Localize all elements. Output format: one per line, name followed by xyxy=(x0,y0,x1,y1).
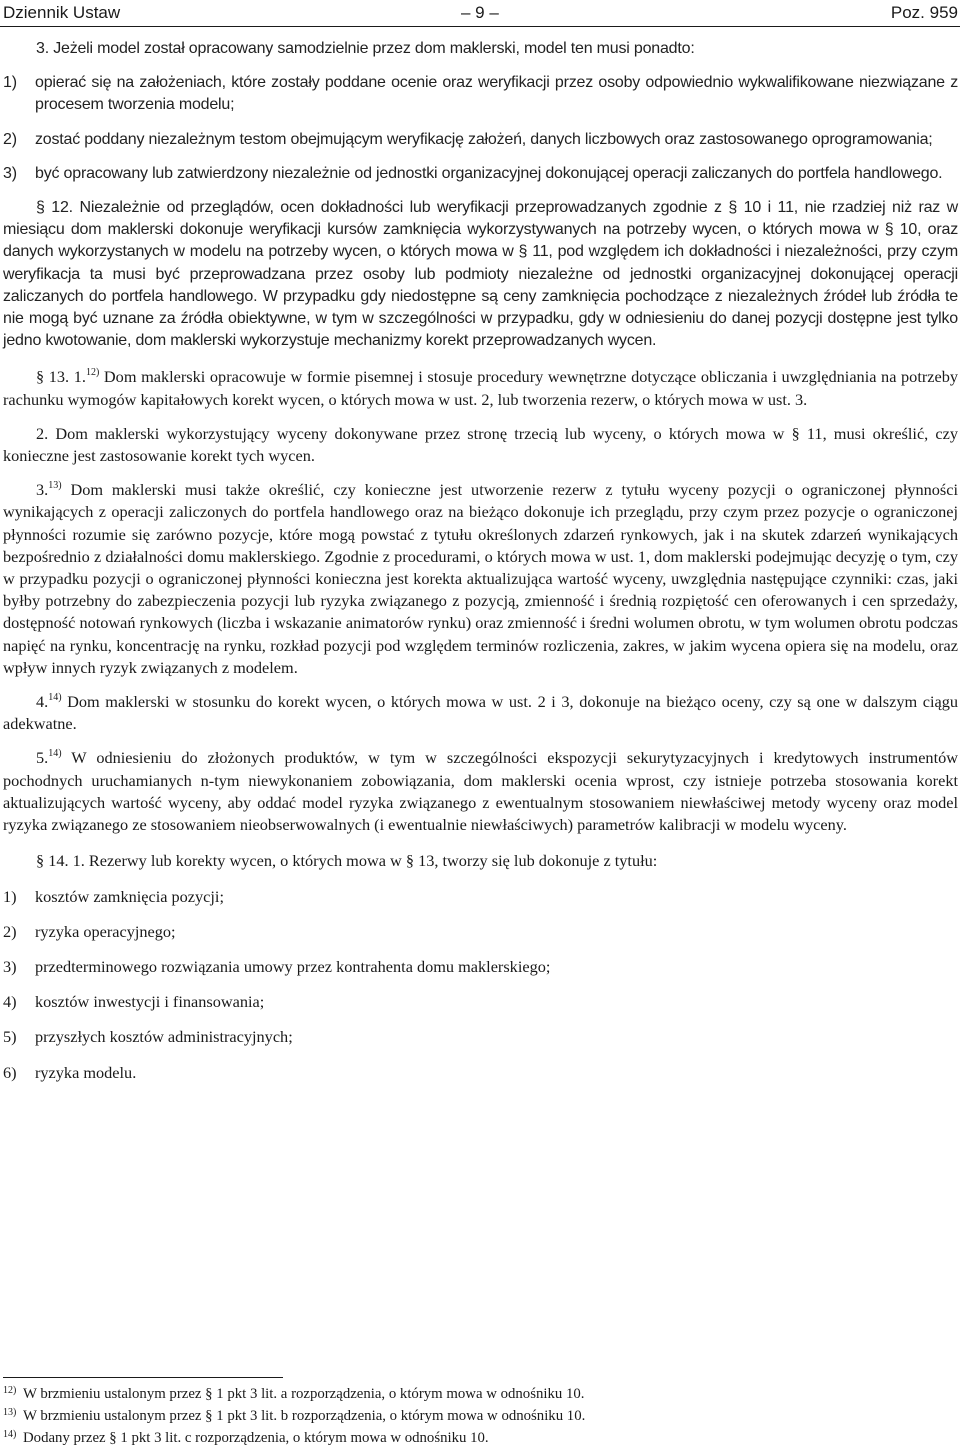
footnotes xyxy=(3,1383,958,1449)
position-number: Poz. 959 xyxy=(890,3,958,22)
footnote-text: Dodany przez § 1 pkt 3 lit. c rozporządzenia, o którym mowa w odnośniku 10. xyxy=(23,1430,489,1446)
list-item-number: 1) xyxy=(3,886,17,906)
list-item-number: 4) xyxy=(3,992,17,1012)
paragraph-13-3-text: Dom maklerski musi także określić, czy konieczne jest utworzenie rezerw z tytułu wyceny pozycji o ograniczonej płynności wynikających z operacji zaliczonych do portfela handlowego oraz na bieżąco dokonuje ich przeglądu, przy czym przez pozycje o ograniczonej płynności rozumie się zarówno pozycje, które mogą powstać z tytułu określonych zdarzeń rynkowych, jak i na skutek zdarzeń wynikających bezpośrednio z działalności domu maklerskiego. Zgodnie z procedurami, o których mowa w ust. 1, dom maklerski podejmując decyzję o tym, czy w przypadku pozycji o ograniczonej płynności konieczna jest korekta aktualizująca wartość wyceny, uwzględnia następujące czynniki: czas, jaki byłby potrzebny do zabezpieczenia pozycji lub ryzyka związanego z pozycją, zmienność i średnią rozpiętość cen oferowanych i cen sprzedaży, dostępność notowań rynkowych (liczba i wskazanie animatorów rynku) oraz zmienność i średni wolumen obrotu, w tym wolumen obrotu podczas napięć na rynku, koncentrację na rynku, rozkład pozycji pod względem terminów rozliczenia, zakres, w jakim wycena opiera się na modelu, oraz wpływ innych ryzyk związanych z modelem. xyxy=(3,480,958,677)
list-item xyxy=(3,886,958,908)
paragraph-13-1-text: Dom maklerski opracowuje w formie pisemnej i stosuje procedury wewnętrzne dotyczące obliczania i uwzględniania na potrzeby rachunku wymogów kapitałowych korekt wycen, o których mowa w ust. 2, lub tworzenia rezerw, o których mowa w ust. 3. xyxy=(3,367,959,409)
list-item-text: kosztów zamknięcia pozycji; xyxy=(35,886,224,906)
list-item-text: zostać poddany niezależnym testom obejmującym weryfikację założeń, danych liczbowych oraz zastosowanego oprogramowania; xyxy=(35,130,933,148)
list-item-text: opierać się na założeniach, które zostały poddane ocenie oraz weryfikacji przez osoby odpowiednio wykwalifikowane niezwiązane z procesem tworzenia modelu; xyxy=(35,74,958,114)
footnote-ref: 14) xyxy=(48,748,62,760)
list-item-number: 2) xyxy=(3,921,17,941)
list-item xyxy=(3,163,958,185)
header-rule xyxy=(0,26,960,27)
paragraph-13-4 xyxy=(3,691,958,735)
list-item xyxy=(3,1062,958,1084)
document-body xyxy=(3,38,958,1084)
list-item-number: 5) xyxy=(3,1027,17,1047)
footnote xyxy=(3,1405,958,1427)
list-item-text: kosztów inwestycji i finansowania; xyxy=(35,992,265,1012)
footnote xyxy=(3,1427,958,1449)
footnote-ref: 14) xyxy=(48,691,62,703)
footnote-number: 13) xyxy=(3,1407,17,1418)
list-item-number: 2) xyxy=(3,130,17,148)
paragraph-13-3 xyxy=(3,479,958,679)
paragraph-3-intro: 3. Jeżeli model został opracowany samodzielnie przez dom maklerski, model ten musi ponadto: xyxy=(36,40,695,57)
footnote-number: 14) xyxy=(3,1429,17,1440)
footnote-separator xyxy=(3,1377,283,1378)
page-header xyxy=(0,0,960,30)
paragraph-13-5-text: W odniesieniu do złożonych produktów, w tym w szczególności ekspozycji sekurytyzacyjnych i kredytowych instrumentów pochodnych uruchamianych n-tym niewykonaniem zobowiązania, dom maklerski ocenia wprost, czy istnieje potrzeba stosowania korekt aktualizujących wartość wyceny, aby oddać model ryzyka związanego z ewentualnym stosowaniem niewłaściwej metody wyceny oraz model ryzyka związanego ze stosowaniem nieobserwowalnych (i ewentualnie niewłaściwych) parametrów kalibracji w modelu wyceny. xyxy=(3,748,958,835)
list-item xyxy=(3,991,958,1013)
footnote-ref: 12) xyxy=(85,367,100,379)
list-item xyxy=(3,1026,958,1048)
list-item xyxy=(3,921,958,943)
section-3-block xyxy=(3,38,958,352)
paragraph-13-5 xyxy=(3,747,958,836)
list-item-text: być opracowany lub zatwierdzony niezależnie od jednostki organizacyjnej dokonującej operacji zaliczanych do portfela handlowego. xyxy=(35,164,943,182)
list-item xyxy=(3,956,958,978)
paragraph-14-intro: § 14. 1. Rezerwy lub korekty wycen, o których mowa w § 13, tworzy się lub dokonuje z tytułu: xyxy=(36,851,658,871)
paragraph-13-1 xyxy=(3,366,958,410)
paragraph-12: § 12. Niezależnie od przeglądów, ocen dokładności lub weryfikacji przeprowadzanych zgodnie z § 10 i 11, nie rzadziej niż raz w miesiącu dom maklerski dokonuje weryfikacji kursów zamknięcia wykorzystywanych na potrzeby wycen, o których mowa w § 10, oraz danych wykorzystanych w modelu na potrzeby wycen, o których mowa w § 11, pod względem ich dokładności i niezależności, przy czym weryfikacja ta musi być przeprowadzana przez osoby lub podmioty niezależne od jednostki organizacyjnej dokonującej operacji zaliczanych do portfela handlowego. W przypadku gdy niedostępne są ceny zamknięcia pochodzące z niezależnych źródeł lub źródła te nie mogą być uznane za źródła obiektywne, w tym w szczególności w przypadku, gdy w odniesieniu do danej pozycji dostępne jest tylko jedno kwotowanie, dom maklerski wykorzystuje mechanizmy korekt przeprowadzanych wycen. xyxy=(3,199,958,350)
page-number: – 9 – xyxy=(461,3,499,22)
paragraph-13-3-number: 3. xyxy=(36,480,49,500)
paragraph-13-4-text: Dom maklerski w stosunku do korekt wycen, o których mowa w ust. 2 i 3, dokonuje na bieżąco oceny, czy są one w dalszym ciągu adekwatne. xyxy=(3,692,958,734)
list-item-text: ryzyka operacyjnego; xyxy=(35,921,176,941)
footnote-number: 12) xyxy=(3,1385,17,1396)
list-item xyxy=(3,129,958,151)
list-item-number: 6) xyxy=(3,1062,17,1082)
list-item-number: 1) xyxy=(3,74,17,92)
journal-title: Dziennik Ustaw xyxy=(3,3,121,22)
paragraph-13-4-number: 4. xyxy=(36,692,49,712)
list-item-text: przyszłych kosztów administracyjnych; xyxy=(35,1027,293,1047)
list-item-number: 3) xyxy=(3,164,17,182)
list-item xyxy=(3,72,958,116)
footnote-text: W brzmieniu ustalonym przez § 1 pkt 3 lit. a rozporządzenia, o którym mowa w odnośniku 10. xyxy=(23,1386,585,1402)
footnote-text: W brzmieniu ustalonym przez § 1 pkt 3 lit. b rozporządzenia, o którym mowa w odnośniku 10. xyxy=(23,1408,586,1424)
footnote xyxy=(3,1383,958,1405)
footnote-ref: 13) xyxy=(48,479,62,491)
list-item-number: 3) xyxy=(3,956,17,976)
list-item-text: ryzyka modelu. xyxy=(35,1062,137,1082)
list-item-text: przedterminowego rozwiązania umowy przez kontrahenta domu maklerskiego; xyxy=(35,956,551,976)
paragraph-13-1-number: § 13. 1. xyxy=(36,367,86,387)
paragraph-13-2: 2. Dom maklerski wykorzystujący wyceny dokonywane przez stronę trzecią lub wyceny, o których mowa w § 11, musi określić, czy konieczne jest zastosowanie korekt tych wycen. xyxy=(3,423,958,466)
paragraph-13-5-number: 5. xyxy=(36,748,49,768)
